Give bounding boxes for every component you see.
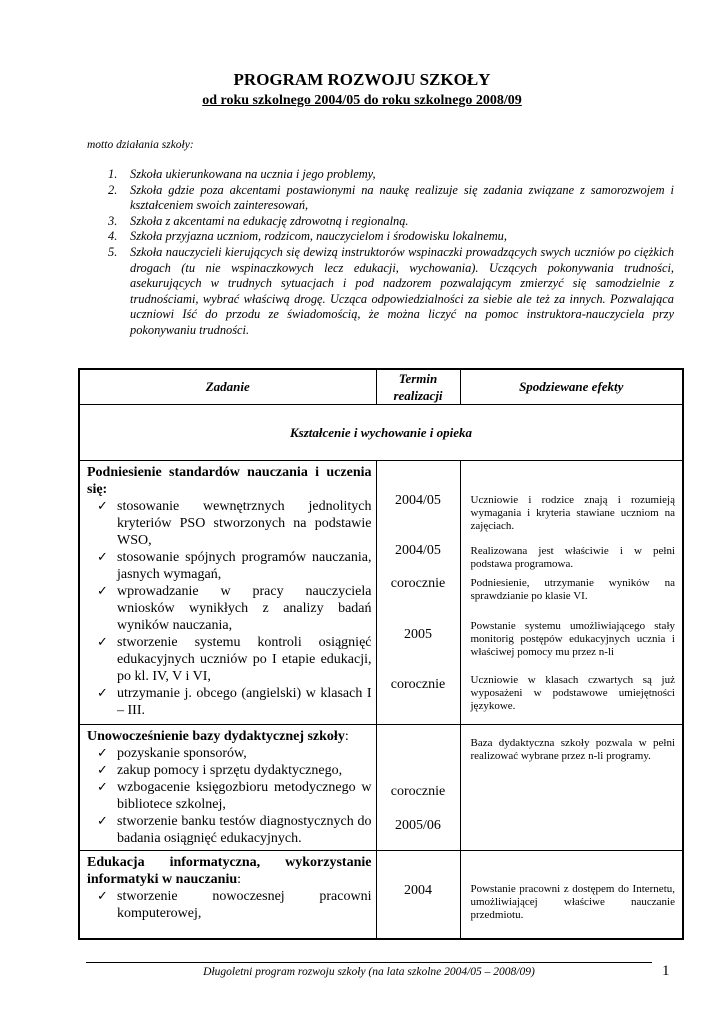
effect-text: Realizowana jest właściwie i w pełni podstawa programowa. — [470, 545, 675, 570]
effect-text: Baza dydaktyczna szkoły pozwala w pełni realizować wybrane przez n-li programy. — [470, 737, 675, 762]
term-cell — [376, 461, 460, 725]
term-value: 2004/05 — [395, 493, 441, 508]
column-header-effects: Spodziewane efekty — [460, 369, 683, 405]
table-row — [79, 851, 683, 939]
goal-item — [108, 214, 674, 230]
task-cell — [79, 725, 376, 851]
checkmark-icon: ✓ — [97, 499, 108, 514]
term-value: 2004/05 — [395, 543, 441, 558]
task-item-text: wprowadzanie w pracy nauczyciela wniosków wynikłych z analizy badań wyników nauczania, — [117, 584, 372, 633]
goal-text: Szkoła z akcentami na edukację zdrowotną i regionalną. — [130, 213, 409, 228]
checkmark-icon: ✓ — [97, 780, 108, 795]
effect-text: Powstanie pracowni z dostępem do Internetu, umożliwiającej właściwe nauczanie przedmiotu. — [470, 883, 675, 921]
checkmark-icon: ✓ — [97, 814, 108, 829]
task-heading-suffix: : — [237, 872, 242, 887]
task-item-text: utrzymanie j. obcego (angielski) w klasach I – III. — [117, 686, 372, 718]
section-title: Kształcenie i wychowanie i opieka — [79, 405, 683, 461]
term-value: corocznie — [390, 784, 446, 799]
term-cell — [376, 725, 460, 851]
checkmark-icon: ✓ — [97, 686, 108, 701]
term-cell — [376, 851, 460, 939]
checkmark-icon: ✓ — [97, 635, 108, 650]
document-title: PROGRAM ROZWOJU SZKOŁY — [233, 70, 491, 89]
task-item-text: stworzenie systemu kontroli osiągnięć edukacyjnych uczniów po I etapie edukacji, po kl. IV, V i VI, — [117, 635, 372, 684]
effects-cell — [460, 725, 683, 851]
effect-text: Uczniowie w klasach czwartych są już wyposażeni w podstawowe umiejętności językowe. — [470, 674, 675, 712]
goal-number: 4. — [108, 229, 118, 244]
table-header-row — [79, 369, 683, 405]
task-items — [87, 498, 372, 719]
term-value: corocznie — [390, 576, 446, 591]
section-row — [79, 405, 683, 461]
effects-cell — [460, 461, 683, 725]
task-item-text: pozyskanie sponsorów, — [117, 746, 247, 761]
goal-text: Szkoła nauczycieli kierujących się dewizą instruktorów wspinaczki prowadzących swych uczniów po ciężkich drogach (tu nie wspinaczkowych lecz edukacji, wychowania). Uczących pokonywania trudności, asekurujących w trudnych sytuacjach i pod nadzorem pozwalającym zmierzyć się samodzielnie z trudnościami, wybrać właściwą drogę. Ucząca odpowiedzialności za siebie ale też za innych. Pozwalająca uczniowi Iść do przodu ze świadomością, że można liczyć na pomoc instruktora-nauczyciela przy pokonywaniu trudności. — [130, 244, 674, 337]
term-value: corocznie — [390, 677, 446, 692]
task-item — [87, 685, 372, 719]
task-item — [87, 498, 372, 549]
development-plan-table — [78, 368, 684, 940]
goals-list — [108, 167, 674, 339]
task-cell — [79, 851, 376, 939]
effect-text: Powstanie systemu umożliwiającego stały monitorig postępów edukacyjnych ucznia i właściwej pomocy mu przez n-li — [470, 620, 675, 658]
task-item-text: zakup pomocy i sprzętu dydaktycznego, — [117, 763, 343, 778]
goal-item — [108, 245, 674, 339]
goal-number: 5. — [108, 244, 118, 259]
effects-cell — [460, 851, 683, 939]
task-item-text: stworzenie banku testów diagnostycznych do badania osiągnięć edukacyjnych. — [117, 814, 372, 846]
task-item-text: stosowanie spójnych programów nauczania, jasnych wymagań, — [117, 550, 372, 582]
term-value: 2004 — [404, 883, 432, 898]
table-row — [79, 461, 683, 725]
term-value: 2005/06 — [395, 818, 441, 833]
task-heading — [87, 728, 372, 745]
effect-text: Uczniowie i rodzice znają i rozumieją wymagania i kryteria stawiane uczniom na zajęciach. — [470, 494, 675, 532]
column-header-term: Termin realizacji — [376, 369, 460, 405]
task-heading — [87, 854, 372, 888]
document-subtitle: od roku szkolnego 2004/05 do roku szkolnego 2008/09 — [202, 93, 522, 108]
task-heading-text: Edukacja informatyczna, wykorzystanie informatyki w nauczaniu — [87, 855, 372, 887]
task-item — [87, 779, 372, 813]
task-item — [87, 813, 372, 847]
goal-number: 3. — [108, 213, 118, 228]
task-item — [87, 762, 372, 779]
task-item — [87, 634, 372, 685]
footer-text: Długoletni program rozwoju szkoły (na lata szkolne 2004/05 – 2008/09) — [203, 966, 535, 978]
page-number: 1 — [662, 963, 670, 979]
checkmark-icon: ✓ — [97, 763, 108, 778]
effect-text: Podniesienie, utrzymanie wyników na sprawdzianie po klasie VI. — [470, 577, 675, 602]
checkmark-icon: ✓ — [97, 550, 108, 565]
task-item-text: wzbogacenie księgozbioru metodycznego w bibliotece szkolnej, — [117, 780, 372, 812]
goal-number: 2. — [108, 182, 118, 197]
task-item-text: stworzenie nowoczesnej pracowni komputerowej, — [117, 889, 372, 921]
task-heading-suffix: : — [344, 729, 349, 744]
goal-item — [108, 229, 674, 245]
task-heading: Podniesienie standardów nauczania i uczenia się: — [87, 465, 372, 497]
task-item — [87, 549, 372, 583]
goal-text: Szkoła przyjazna uczniom, rodzicom, nauczycielom i środowisku lokalnemu, — [130, 229, 507, 244]
task-items — [87, 888, 372, 922]
task-item — [87, 888, 372, 922]
term-value: 2005 — [404, 627, 432, 642]
table-row — [79, 725, 683, 851]
goal-item — [108, 167, 674, 183]
checkmark-icon: ✓ — [97, 746, 108, 761]
checkmark-icon: ✓ — [97, 889, 108, 904]
goal-number: 1. — [108, 167, 118, 181]
checkmark-icon: ✓ — [97, 584, 108, 599]
goal-text: Szkoła gdzie poza akcentami postawionymi na naukę realizuje się zadania związane z samorozwojem i kształceniem swoich zainteresowań, — [130, 182, 674, 213]
task-item — [87, 745, 372, 762]
task-item — [87, 583, 372, 634]
motto-label: motto działania szkoły: — [87, 139, 194, 151]
footer-divider — [86, 962, 652, 963]
task-cell — [79, 461, 376, 725]
column-header-task: Zadanie — [79, 369, 376, 405]
task-items — [87, 745, 372, 847]
task-item-text: stosowanie wewnętrznych jednolitych kryteriów PSO stworzonych na podstawie WSO, — [117, 499, 372, 548]
goal-text: Szkoła ukierunkowana na ucznia i jego problemy, — [130, 167, 376, 181]
task-heading-text: Unowocześnienie bazy dydaktycznej szkoły — [87, 729, 345, 744]
goal-item — [108, 183, 674, 214]
